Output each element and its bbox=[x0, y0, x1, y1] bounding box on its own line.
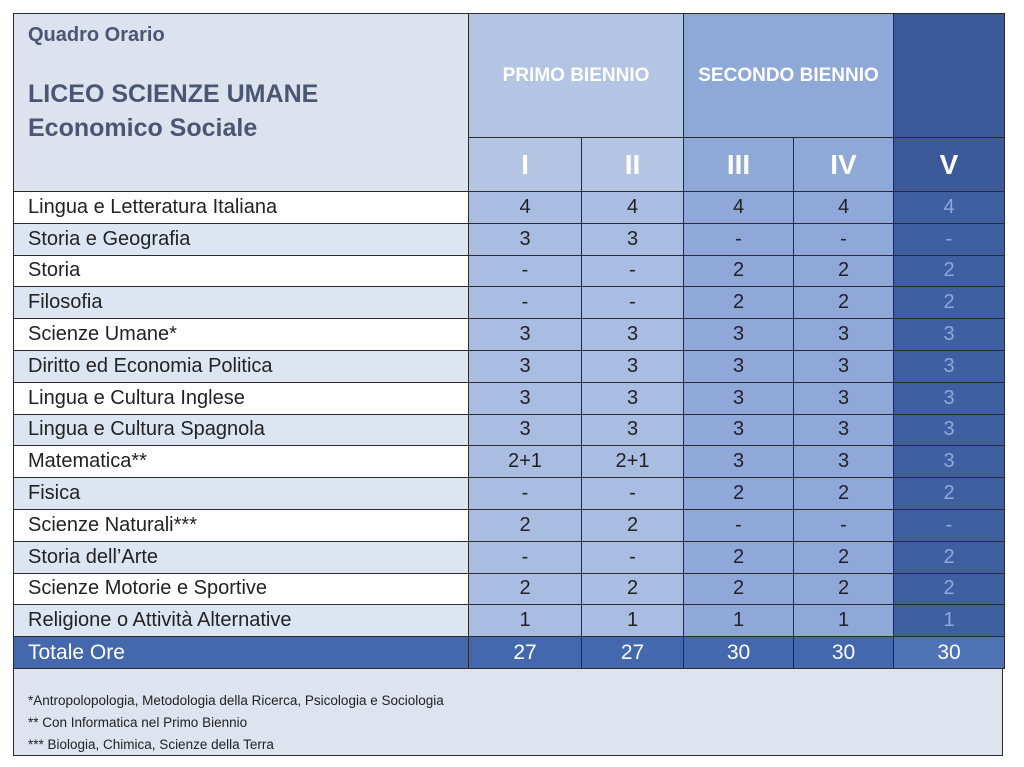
subject-name: Diritto ed Economia Politica bbox=[14, 350, 469, 382]
hours-cell: 2 bbox=[894, 573, 1005, 605]
table-row bbox=[14, 414, 1005, 446]
hours-cell: 2 bbox=[582, 509, 684, 541]
hours-cell: - bbox=[469, 478, 582, 510]
hours-cell: 3 bbox=[894, 350, 1005, 382]
subject-name: Scienze Umane* bbox=[14, 319, 469, 351]
hours-cell: 1 bbox=[582, 605, 684, 637]
group-primo-biennio: PRIMO BIENNIO bbox=[469, 14, 684, 138]
hours-cell: 2 bbox=[894, 287, 1005, 319]
table-row bbox=[14, 605, 1005, 637]
hours-cell: 3 bbox=[582, 319, 684, 351]
group-quinto-anno bbox=[894, 14, 1005, 138]
hours-cell: 2+1 bbox=[469, 446, 582, 478]
table-row bbox=[14, 446, 1005, 478]
subject-name: Scienze Motorie e Sportive bbox=[14, 573, 469, 605]
subject-name: Storia e Geografia bbox=[14, 223, 469, 255]
total-cell: 30 bbox=[794, 637, 894, 669]
branch-title: Economico Sociale bbox=[28, 114, 258, 142]
hours-cell: 4 bbox=[794, 192, 894, 224]
table-row bbox=[14, 509, 1005, 541]
table-row bbox=[14, 319, 1005, 351]
subject-name: Lingua e Cultura Spagnola bbox=[14, 414, 469, 446]
hours-cell: 3 bbox=[582, 414, 684, 446]
subject-name: Lingua e Cultura Inglese bbox=[14, 382, 469, 414]
hours-cell: - bbox=[894, 509, 1005, 541]
table-row bbox=[14, 573, 1005, 605]
total-cell: 27 bbox=[469, 637, 582, 669]
hours-cell: 3 bbox=[469, 382, 582, 414]
table-row bbox=[14, 255, 1005, 287]
subject-name: Religione o Attività Alternative bbox=[14, 605, 469, 637]
table-row bbox=[14, 287, 1005, 319]
table-row bbox=[14, 223, 1005, 255]
hours-cell: 3 bbox=[469, 223, 582, 255]
hours-cell: 3 bbox=[684, 446, 794, 478]
hours-cell: - bbox=[582, 541, 684, 573]
hours-cell: 2 bbox=[894, 541, 1005, 573]
hours-cell: 4 bbox=[894, 192, 1005, 224]
hours-cell: 2 bbox=[684, 478, 794, 510]
hours-cell: 3 bbox=[894, 446, 1005, 478]
hours-cell: 2 bbox=[469, 573, 582, 605]
school-title: LICEO SCIENZE UMANE bbox=[28, 80, 319, 108]
total-cell: 27 bbox=[582, 637, 684, 669]
hours-cell: 2 bbox=[894, 255, 1005, 287]
hours-cell: 3 bbox=[684, 350, 794, 382]
year-header: IV bbox=[794, 138, 894, 192]
table-row bbox=[14, 350, 1005, 382]
subject-name: Scienze Naturali*** bbox=[14, 509, 469, 541]
hours-cell: 2 bbox=[794, 478, 894, 510]
year-header: III bbox=[684, 138, 794, 192]
hours-cell: 2 bbox=[469, 509, 582, 541]
hours-cell: 3 bbox=[794, 382, 894, 414]
table-row bbox=[14, 541, 1005, 573]
header-label: Quadro Orario bbox=[28, 24, 165, 46]
hours-cell: 1 bbox=[684, 605, 794, 637]
subject-name: Matematica** bbox=[14, 446, 469, 478]
total-cell: 30 bbox=[894, 637, 1005, 669]
hours-cell: 3 bbox=[794, 446, 894, 478]
hours-cell: 3 bbox=[684, 319, 794, 351]
hours-cell: - bbox=[582, 287, 684, 319]
year-header: I bbox=[469, 138, 582, 192]
hours-cell: 2+1 bbox=[582, 446, 684, 478]
hours-cell: - bbox=[469, 255, 582, 287]
footnote: *Antropolopologia, Metodologia della Ricerca, Psicologia e Sociologia bbox=[28, 693, 444, 708]
hours-cell: 3 bbox=[894, 414, 1005, 446]
footnote: ** Con Informatica nel Primo Biennio bbox=[28, 715, 248, 730]
hours-cell: 3 bbox=[894, 382, 1005, 414]
subject-rows bbox=[14, 192, 1005, 637]
hours-cell: 3 bbox=[684, 382, 794, 414]
footnotes bbox=[28, 690, 444, 756]
hours-cell: 2 bbox=[684, 573, 794, 605]
hours-cell: - bbox=[684, 509, 794, 541]
hours-cell: 3 bbox=[582, 223, 684, 255]
schedule-table bbox=[13, 13, 1005, 669]
hours-cell: - bbox=[794, 223, 894, 255]
hours-cell: 1 bbox=[894, 605, 1005, 637]
subject-name: Lingua e Letteratura Italiana bbox=[14, 192, 469, 224]
hours-cell: 4 bbox=[684, 192, 794, 224]
hours-cell: 2 bbox=[794, 573, 894, 605]
year-header: V bbox=[894, 138, 1005, 192]
hours-cell: - bbox=[894, 223, 1005, 255]
hours-cell: 3 bbox=[469, 414, 582, 446]
hours-cell: 2 bbox=[684, 255, 794, 287]
hours-cell: 2 bbox=[684, 287, 794, 319]
group-secondo-biennio: SECONDO BIENNIO bbox=[684, 14, 894, 138]
total-label: Totale Ore bbox=[14, 637, 469, 669]
hours-cell: - bbox=[469, 287, 582, 319]
hours-cell: 3 bbox=[794, 350, 894, 382]
hours-cell: 3 bbox=[684, 414, 794, 446]
year-header: II bbox=[582, 138, 684, 192]
hours-cell: 2 bbox=[582, 573, 684, 605]
hours-cell: 2 bbox=[684, 541, 794, 573]
total-row bbox=[14, 637, 1005, 669]
table-row bbox=[14, 478, 1005, 510]
subject-name: Fisica bbox=[14, 478, 469, 510]
footnote: *** Biologia, Chimica, Scienze della Terra bbox=[28, 737, 274, 752]
title-block bbox=[14, 14, 469, 192]
hours-cell: 3 bbox=[582, 350, 684, 382]
hours-cell: - bbox=[684, 223, 794, 255]
hours-cell: 3 bbox=[469, 350, 582, 382]
hours-cell: 3 bbox=[582, 382, 684, 414]
hours-cell: 2 bbox=[794, 287, 894, 319]
total-cell: 30 bbox=[684, 637, 794, 669]
hours-cell: 4 bbox=[469, 192, 582, 224]
hours-cell: - bbox=[469, 541, 582, 573]
hours-cell: - bbox=[582, 478, 684, 510]
hours-cell: - bbox=[582, 255, 684, 287]
hours-cell: 2 bbox=[794, 255, 894, 287]
hours-cell: 3 bbox=[894, 319, 1005, 351]
hours-cell: 2 bbox=[894, 478, 1005, 510]
subject-name: Filosofia bbox=[14, 287, 469, 319]
hours-cell: - bbox=[794, 509, 894, 541]
table-row bbox=[14, 382, 1005, 414]
hours-cell: 3 bbox=[794, 319, 894, 351]
hours-cell: 3 bbox=[469, 319, 582, 351]
hours-cell: 4 bbox=[582, 192, 684, 224]
hours-cell: 1 bbox=[794, 605, 894, 637]
subject-name: Storia dell’Arte bbox=[14, 541, 469, 573]
table-row bbox=[14, 192, 1005, 224]
hours-cell: 1 bbox=[469, 605, 582, 637]
hours-cell: 2 bbox=[794, 541, 894, 573]
hours-cell: 3 bbox=[794, 414, 894, 446]
subject-name: Storia bbox=[14, 255, 469, 287]
